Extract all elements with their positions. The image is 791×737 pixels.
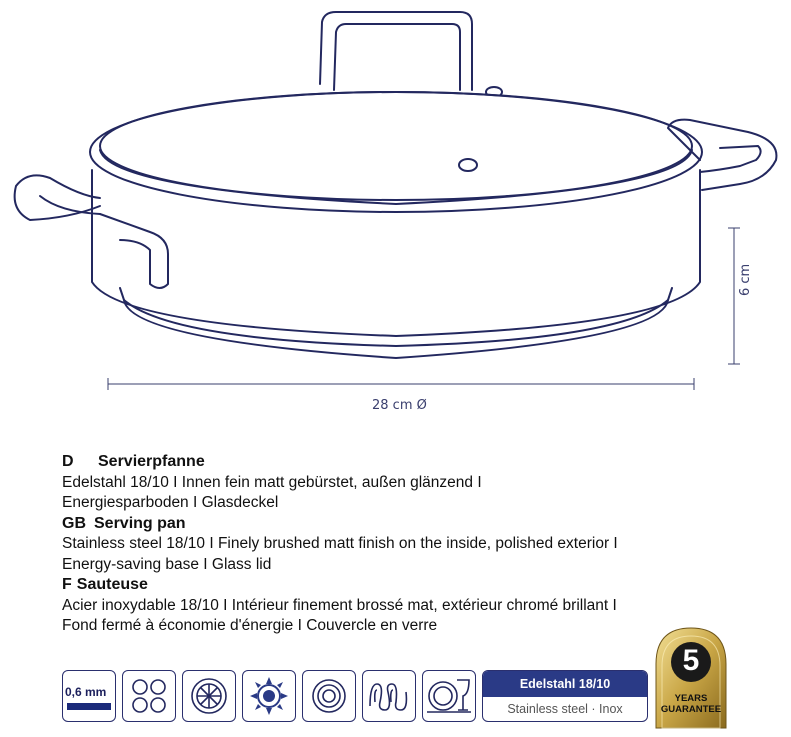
product-description	[62, 452, 762, 637]
section-title: Sauteuse	[76, 576, 148, 593]
section-heading-f	[62, 575, 762, 596]
material-bottom: Stainless steel · Inox	[507, 702, 623, 716]
lang-code: GB	[62, 514, 86, 532]
section-title: Serving pan	[94, 514, 186, 532]
guarantee-number: 5	[682, 644, 700, 677]
thickness-icon	[62, 670, 116, 722]
dishwasher-icon	[422, 670, 476, 722]
lang-code: F	[62, 576, 72, 593]
feature-icon-row	[62, 670, 648, 726]
height-label: 6 cm	[738, 263, 753, 296]
lang-code: D	[62, 453, 74, 470]
guarantee-badge	[650, 624, 732, 732]
section-line: Energiesparboden I Glasdeckel	[62, 494, 279, 511]
section-heading-d	[62, 452, 762, 473]
material-top: Edelstahl 18/10	[483, 671, 647, 697]
halogen-hob-icon	[182, 670, 236, 722]
section-heading-gb	[62, 514, 762, 535]
guarantee-line1: YEARS	[674, 693, 708, 704]
section-line: Energy-saving base I Glass lid	[62, 555, 272, 573]
electric-hob-icon	[302, 670, 356, 722]
section-title: Servierpfanne	[98, 453, 205, 470]
width-label: 28 cm Ø	[372, 398, 427, 413]
gas-hob-icon	[242, 670, 296, 722]
ceramic-hob-icon	[122, 670, 176, 722]
lid	[90, 92, 702, 212]
section-line: Acier inoxydable 18/10 I Intérieur finement brossé mat, extérieur chromé brillant I	[62, 596, 617, 614]
section-line: Edelstahl 18/10 I Innen fein matt gebürstet, außen glänzend I	[62, 473, 482, 491]
material-badge	[482, 670, 648, 722]
guarantee-line2: GUARANTEE	[660, 704, 722, 715]
thickness-label: 0,6 mm	[65, 685, 107, 699]
section-line: Stainless steel 18/10 I Finely brushed matt finish on the inside, polished exterior I	[62, 535, 618, 552]
section-line: Fond fermé à économie d'énergie I Couvercle en verre	[62, 617, 438, 634]
induction-hob-icon	[362, 670, 416, 722]
